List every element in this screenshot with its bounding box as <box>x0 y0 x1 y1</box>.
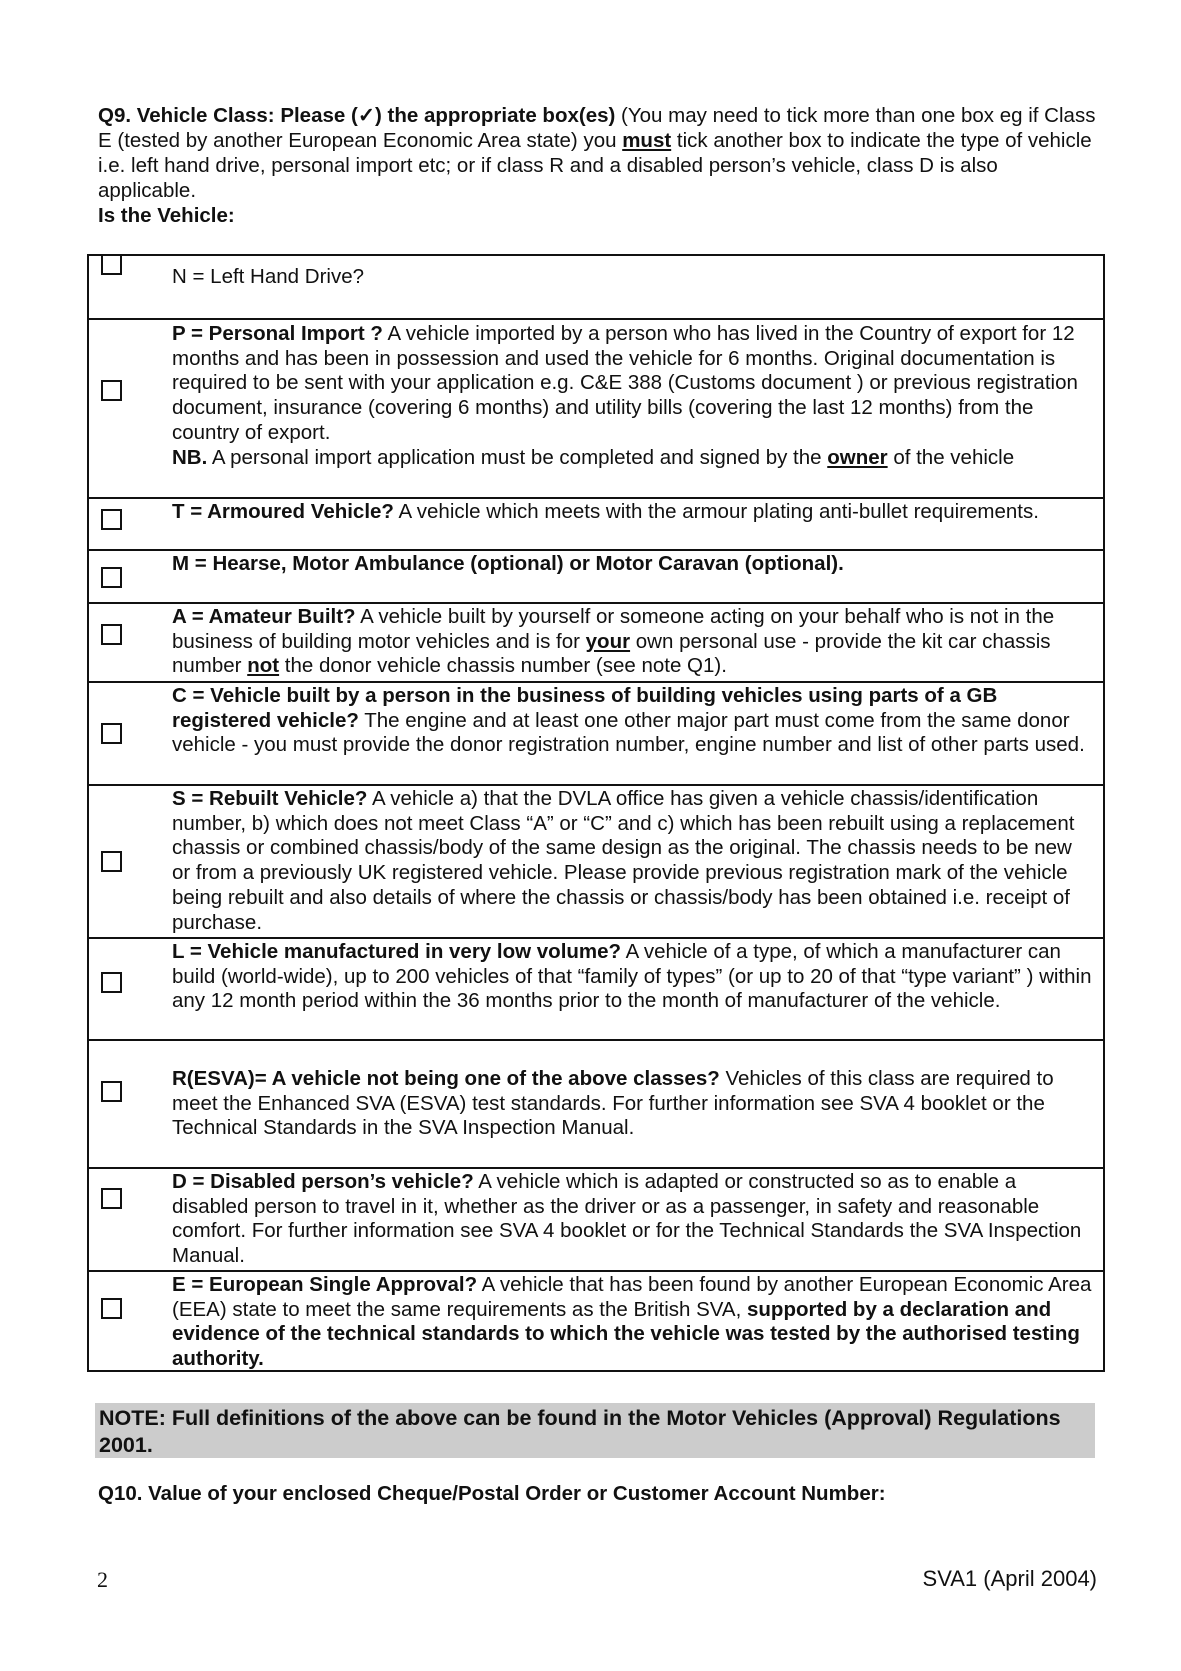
class-row-d <box>89 1167 1103 1272</box>
checkbox-s[interactable] <box>101 851 122 872</box>
class-p-title: P = Personal Import ? <box>172 322 383 345</box>
class-t-body: A vehicle which meets with the armour plating anti-bullet requirements. <box>393 500 1039 523</box>
class-a-body-b: own personal use - provide the kit car chassis number <box>172 629 1051 678</box>
checkbox-e[interactable] <box>101 1298 122 1319</box>
class-row-t <box>89 497 1103 551</box>
checkbox-a[interactable] <box>101 624 122 645</box>
checkbox-c[interactable] <box>101 723 122 744</box>
class-row-r <box>89 1039 1103 1169</box>
class-p-owner: owner <box>827 445 888 469</box>
class-row-s <box>89 784 1103 939</box>
class-d-body: A vehicle which is adapted or constructed so as to enable a disabled person to travel in it, whether as the driver or as a passenger, in safety and reasonable comfort. For further information see SVA 4 booklet or for the Technical Standards the SVA Inspection Manual. <box>172 1170 1082 1268</box>
definitions-note: NOTE: Full definitions of the above can be found in the Motor Vehicles (Approval) Regulations 2001. <box>95 1403 1095 1458</box>
class-row-p <box>89 318 1103 499</box>
class-r-title: R(ESVA)= A vehicle not being one of the above classes? <box>172 1067 720 1090</box>
checkbox-n[interactable] <box>101 254 122 275</box>
class-e-title: E = European Single Approval? <box>172 1273 478 1296</box>
class-c-body: The engine and at least one other major part must come from the same donor vehicle - you must provide the donor registration number, engine number and list of other parts used. <box>172 708 1085 757</box>
checkbox-l[interactable] <box>101 972 122 993</box>
class-row-l <box>89 937 1103 1041</box>
checkbox-p[interactable] <box>101 380 122 401</box>
class-e-body: A vehicle that has been found by another European Economic Area (EEA) state to meet the same requirements as the British SVA, <box>172 1273 1092 1321</box>
class-a-body-a: A vehicle built by yourself or someone acting on your behalf who is not in the business of building motor vehicles and is for <box>172 605 1055 653</box>
class-t-title: T = Armoured Vehicle? <box>172 500 394 523</box>
class-p-nb-text-b: of the vehicle <box>887 445 1015 469</box>
checkbox-r[interactable] <box>101 1081 122 1102</box>
class-d-title: D = Disabled person’s vehicle? <box>172 1170 474 1193</box>
class-m-title: M = Hearse, Motor Ambulance (optional) or Motor Caravan (optional). <box>172 552 844 575</box>
class-c-title: C = Vehicle built by a person in the business of building vehicles using parts of a GB registered vehicle? <box>172 684 998 732</box>
class-n-title: N = Left Hand Drive? <box>172 265 364 288</box>
class-p-nb-label: NB. <box>172 445 208 469</box>
q9-must: must <box>622 129 672 152</box>
checkbox-t[interactable] <box>101 509 122 530</box>
class-l-body: A vehicle of a type, of which a manufacturer can build (world-wide), up to 200 vehicles of that “family of types” (or up to 20 of that “type variant” ) within any 12 month period within the 36 months prior to the month of manufacturer of the vehicle. <box>172 940 1092 1013</box>
class-e-body-bold: supported by a declaration and evidence of the technical standards to which the vehicle was tested by the authorised testing authority. <box>172 1297 1080 1371</box>
class-row-a <box>89 602 1103 683</box>
page-number: 2 <box>97 1567 108 1592</box>
class-a-your: your <box>585 629 631 653</box>
class-row-c <box>89 681 1103 786</box>
is-the-vehicle-label: Is the Vehicle: <box>98 204 235 227</box>
class-l-title: L = Vehicle manufactured in very low volume? <box>172 940 622 963</box>
checkbox-m[interactable] <box>101 567 122 588</box>
vehicle-class-table <box>87 254 1105 1372</box>
q9-text-b: tick another box to indicate the type of vehicle i.e. left hand drive, personal import etc; or if class R and a disabled person’s vehicle, class D is also applicable. <box>98 129 1092 202</box>
q10-label: Q10. Value of your enclosed Cheque/Postal Order or Customer Account Number: <box>98 1482 886 1505</box>
class-a-not: not <box>247 654 280 678</box>
checkbox-d[interactable] <box>101 1188 122 1209</box>
class-p-body: A vehicle imported by a person who has lived in the Country of export for 12 months and has been in possession and used the vehicle for 6 months. Original documentation is required to be sent with your application e.g. C&E 388 (Customs document ) or previous registration document, insurance (covering 6 months) and utility bills (covering the last 12 months) from the country of export. <box>172 322 1078 444</box>
class-s-title: S = Rebuilt Vehicle? <box>172 787 368 810</box>
q9-instructions <box>98 103 1098 228</box>
class-row-n <box>89 256 1103 320</box>
class-p-nb-text: A personal import application must be completed and signed by the <box>207 445 828 469</box>
class-a-body-c: the donor vehicle chassis number (see note Q1). <box>279 654 727 678</box>
class-r-body: Vehicles of this class are required to meet the Enhanced SVA (ESVA) test standards. For further information see SVA 4 booklet or the Technical Standards in the SVA Inspection Manual. <box>172 1067 1054 1140</box>
q9-label: Q9. Vehicle Class: Please (✓) the appropriate box(es) <box>98 104 616 127</box>
class-row-e <box>89 1270 1103 1372</box>
class-s-body: A vehicle a) that the DVLA office has given a vehicle chassis/identification number, b) which does not meet Class “A” or “C” and c) which has been rebuilt using a replacement chassis or combined chassis/body of the same design as the original. The chassis needs to be new or from a previously UK registered vehicle. Please provide previous registration mark of the vehicle being rebuilt and also details of where the chassis or chassis/body has been obtained i.e. receipt of purchase. <box>172 787 1075 934</box>
form-reference: SVA1 (April 2004) <box>922 1566 1097 1591</box>
q9-text-a: (You may need to tick more than one box eg if Class E (tested by another European Economic Area state) you <box>98 104 1096 152</box>
class-a-title: A = Amateur Built? <box>172 605 356 628</box>
class-row-m <box>89 549 1103 604</box>
